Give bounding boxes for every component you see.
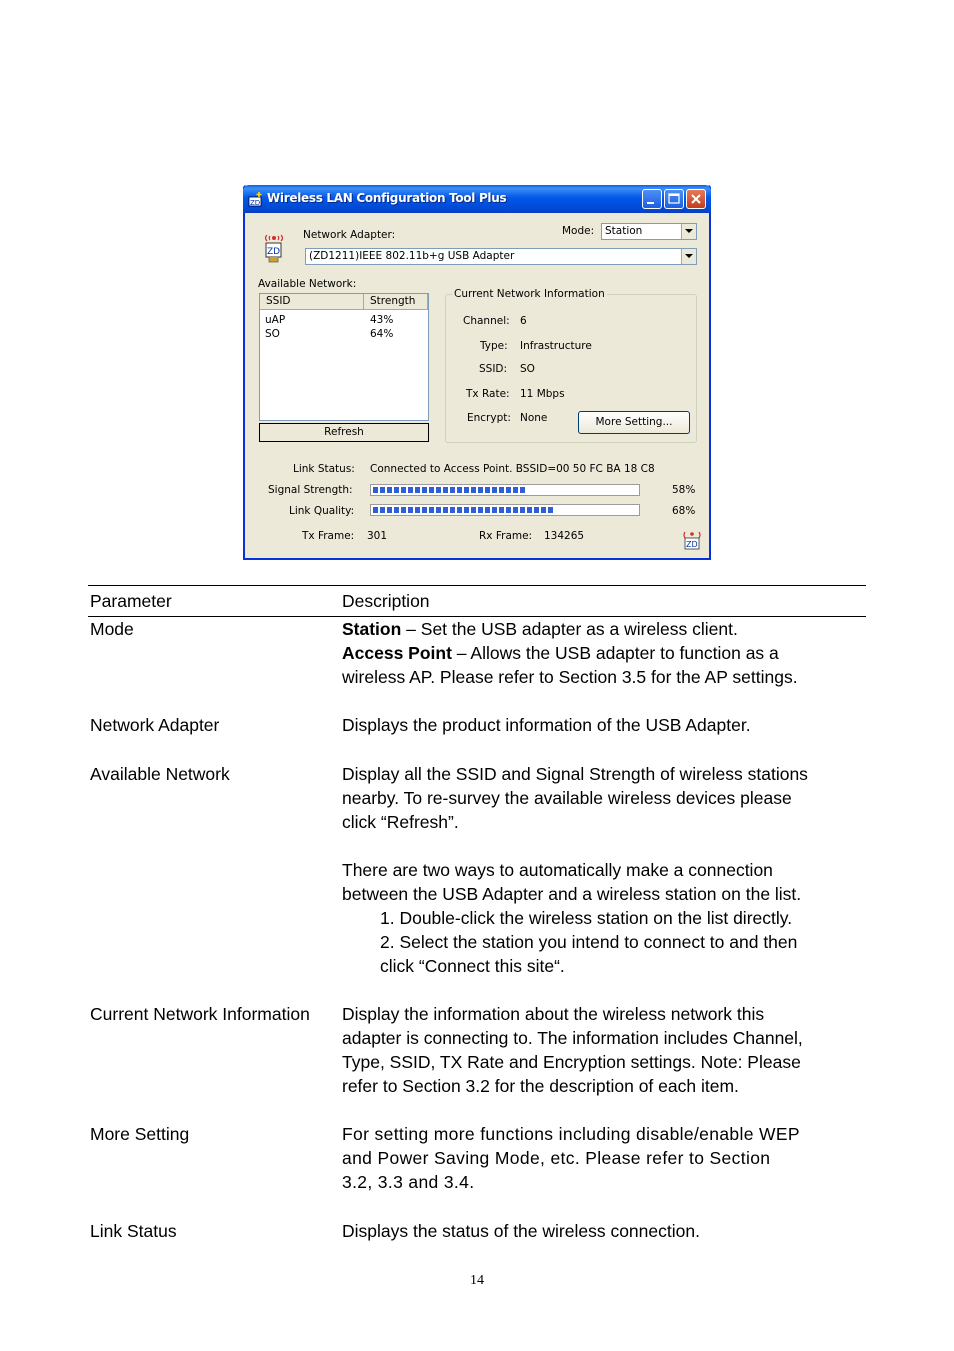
mode-label: Mode: — [562, 225, 595, 237]
signal-strength-value: 58% — [672, 484, 696, 496]
config-tool-window — [243, 185, 711, 560]
maximize-button[interactable] — [664, 189, 684, 209]
available-network-list[interactable] — [259, 293, 429, 421]
param-mode: Mode — [90, 619, 134, 639]
column-header-ssid[interactable]: SSID — [260, 294, 364, 310]
list-item-strength: 43% — [370, 314, 394, 326]
param-network-adapter: Network Adapter — [90, 715, 220, 735]
minimize-icon — [647, 202, 654, 204]
mode-select[interactable] — [601, 223, 697, 240]
window-title: Wireless LAN Configuration Tool Plus — [267, 191, 507, 205]
network-adapter-select[interactable] — [305, 248, 697, 265]
param-current-network-info: Current Network Information — [90, 1004, 310, 1024]
channel-value: 6 — [520, 315, 527, 327]
desc-mode: Station – Set the USB adapter as a wireless client. Access Point – Allows the USB adapter to function as a wireless AP. Please refer to Section 3.5 for the AP settings. — [342, 619, 798, 687]
header-description: Description — [342, 591, 430, 611]
signal-strength-fill — [373, 487, 526, 493]
refresh-button[interactable]: Refresh — [259, 423, 429, 442]
link-status-value: Connected to Access Point. BSSID=00 50 FC BA 18 C8 — [370, 463, 655, 475]
access-point-term: Access Point — [342, 643, 452, 663]
station-term: Station — [342, 619, 402, 639]
list-item[interactable] — [260, 314, 428, 328]
ssid-label: SSID: — [479, 363, 508, 375]
txrate-value: 11 Mbps — [520, 388, 565, 400]
close-button[interactable] — [686, 189, 706, 209]
param-available-network: Available Network — [90, 764, 230, 784]
desc-available-network: Display all the SSID and Signal Strength of wireless stations nearby. To re-survey the available wireless devices please click “Refresh”. — [342, 764, 808, 832]
available-network-label: Available Network: — [258, 278, 357, 290]
page-number: 14 — [470, 1273, 484, 1288]
desc-current-network-info: Display the information about the wireless network this adapter is connecting to. The information includes Channel, Type, SSID, TX Rate and Encryption settings. Note: Please refer to Section 3.2 for the description of each item. — [342, 1004, 803, 1096]
list-item-ssid: uAP — [265, 314, 286, 326]
chevron-down-icon[interactable] — [681, 249, 696, 264]
chevron-down-icon[interactable] — [681, 224, 696, 239]
desc-network-adapter: Displays the product information of the USB Adapter. — [342, 715, 751, 735]
encrypt-label: Encrypt: — [467, 412, 511, 424]
desc-link-status: Displays the status of the wireless connection. — [342, 1221, 700, 1241]
param-link-status: Link Status — [90, 1221, 177, 1241]
ssid-value: SO — [520, 363, 535, 375]
signal-strength-bar — [370, 484, 640, 496]
desc-available-network-connect: There are two ways to automatically make a connection between the USB Adapter and a wireless station on the list. — [342, 860, 802, 904]
app-icon — [248, 191, 264, 207]
network-adapter-label: Network Adapter: — [303, 229, 396, 241]
list-item-ssid: SO — [265, 328, 280, 340]
table-top-rule — [88, 585, 866, 586]
network-adapter-value: (ZD1211)IEEE 802.11b+g USB Adapter — [309, 250, 515, 262]
header-parameter: Parameter — [90, 591, 172, 611]
desc-more-setting: For setting more functions including disable/enable WEP and Power Saving Mode, etc. Please refer to Section 3.2, 3.3 and 3.4. — [342, 1124, 800, 1192]
signal-strength-label: Signal Strength: — [268, 484, 353, 496]
rx-frame-value: 134265 — [544, 530, 585, 542]
rx-frame-label: Rx Frame: — [479, 530, 533, 542]
channel-label: Channel: — [463, 315, 510, 327]
svg-text:ZD: ZD — [250, 199, 261, 207]
mode-value: Station — [605, 225, 643, 237]
minimize-button[interactable] — [642, 189, 662, 209]
svg-text:ZD: ZD — [686, 540, 698, 549]
link-status-label: Link Status: — [293, 463, 355, 475]
close-icon — [692, 195, 700, 203]
list-item-strength: 64% — [370, 328, 394, 340]
link-quality-label: Link Quality: — [289, 505, 355, 517]
encrypt-value: None — [520, 412, 548, 424]
link-quality-fill — [373, 507, 553, 513]
column-header-strength[interactable]: Strength — [364, 294, 428, 310]
tx-frame-value: 301 — [367, 530, 388, 542]
list-item[interactable] — [260, 328, 428, 342]
connect-steps: 1. Double-click the wireless station on the list directly. 2. Select the station you intend to connect to and then click “Connect this site“. — [380, 908, 798, 976]
param-more-setting: More Setting — [90, 1124, 190, 1144]
link-quality-bar — [370, 504, 640, 516]
txrate-label: Tx Rate: — [466, 388, 510, 400]
more-setting-button[interactable]: More Setting... — [578, 411, 690, 434]
svg-text:ZD: ZD — [267, 247, 281, 257]
wireless-adapter-icon — [261, 229, 287, 263]
zd-logo-icon — [681, 528, 703, 550]
tx-frame-label: Tx Frame: — [302, 530, 355, 542]
title-bar[interactable] — [243, 185, 711, 213]
type-label: Type: — [480, 340, 508, 352]
link-quality-value: 68% — [672, 505, 696, 517]
type-value: Infrastructure — [520, 340, 592, 352]
group-legend: Current Network Information — [454, 288, 605, 300]
